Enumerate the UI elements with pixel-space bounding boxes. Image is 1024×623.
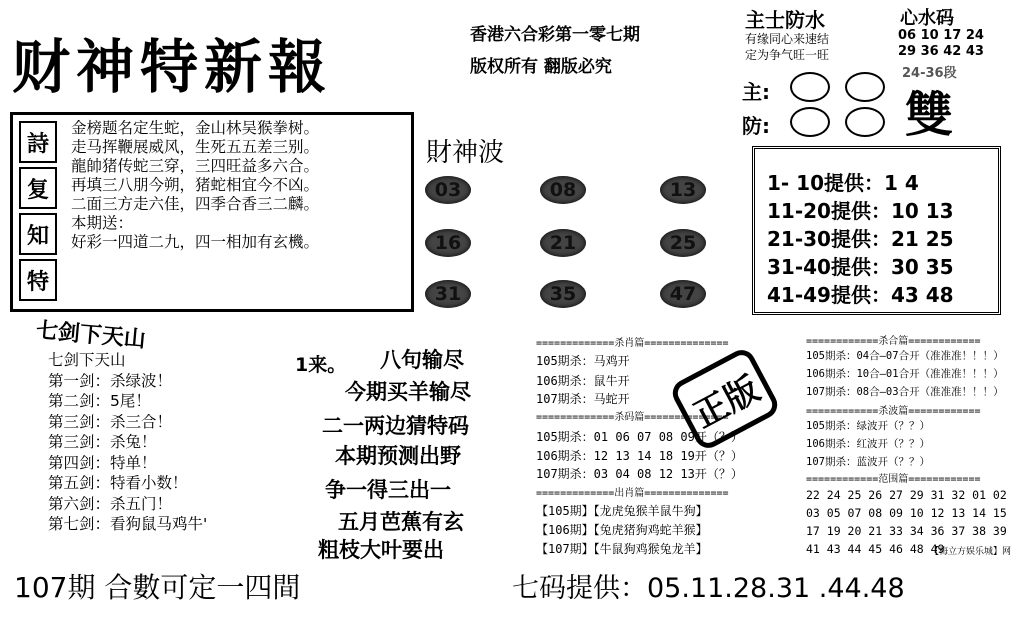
poem-side-char: 复 [19, 167, 57, 209]
wave-kill-row: 105期杀：绿波开（？？） [806, 420, 930, 432]
wave-ball: 25 [660, 229, 706, 257]
wave-ball: 47 [660, 280, 706, 308]
range-head: ============范围篇============ [806, 474, 981, 485]
poem-line: 再填三八朋今朔，猪蛇相宜今不凶。 [71, 176, 320, 194]
out-row: 【107期】【牛鼠狗鸡猴兔龙羊】 [536, 542, 708, 556]
lai-text: 1来。 [295, 354, 347, 376]
credit: 【梅立方娱乐城】网 [930, 547, 1012, 557]
kill-code-row: 105期杀：01 06 07 08 09开（？） [536, 430, 743, 444]
segment-label: 24-36段 [902, 66, 957, 81]
kill-row: 106期杀：鼠牛开 [536, 374, 630, 388]
out-row: 【105期】【龙虎兔猴羊鼠牛狗】 [536, 504, 708, 518]
issue-header: 香港六合彩第一零七期 [470, 25, 640, 45]
slogan-2: 定为争气旺一旺 [745, 48, 830, 62]
poem-lines [71, 119, 319, 252]
code-label: 心水码 [900, 8, 954, 29]
poem-line: 二面三方走六佳，四季合香三二麟。 [71, 195, 320, 213]
poem-line: 金榜题名定生蛇，金山林吴猴拳树。 [71, 119, 320, 137]
eight-line: 本期预测出野 [335, 444, 461, 468]
poem-side-char: 詩 [19, 121, 57, 163]
kill-row: 107期杀：马蛇开 [536, 392, 630, 406]
wave-ball: 31 [425, 280, 471, 308]
wave-kill-head: ============杀波篇============ [806, 406, 981, 417]
sword-line: 七剑下天山 [48, 351, 126, 369]
kill-code-row: 106期杀：12 13 14 18 19开（？） [536, 449, 743, 463]
out-row: 【106期】【兔虎猪狗鸡蛇羊猴】 [536, 523, 708, 537]
wave-kill-row: 107期杀：蓝波开（？？） [806, 456, 930, 468]
defend-label: 防: [742, 114, 770, 138]
kill-code-head: =============杀码篇============== [536, 412, 729, 423]
eight-line: 二一两边猜特码 [322, 414, 469, 438]
provide-row: 21-30提供：21 25 [767, 227, 954, 251]
ox-icon [790, 72, 830, 102]
eight-line: 今期买羊输尽 [345, 380, 471, 404]
sword-banner: 七剑下天山 [34, 318, 147, 353]
wave-ball: 35 [540, 280, 586, 308]
range-row: 03 05 07 08 09 10 12 13 14 15 [806, 506, 1007, 520]
sword-list [48, 350, 207, 535]
horse-icon [845, 107, 885, 137]
copyright-notice: 版权所有 翻版必究 [470, 57, 612, 77]
slogan-1: 有缘同心来速结 [745, 32, 830, 46]
genuine-stamp: 正版 [668, 345, 782, 453]
eight-line: 粗枝大叶要出 [318, 538, 444, 562]
wave-ball: 08 [540, 176, 586, 204]
double-char: 雙 [905, 87, 954, 143]
range-row: 22 24 25 26 27 29 31 32 01 02 [806, 488, 1007, 502]
sword-line: 第一剑：杀绿波！ [48, 371, 173, 390]
provide-row: 1- 10提供：1 4 [767, 171, 919, 195]
kill-code-row: 107期杀：03 04 08 12 13开（？） [536, 467, 743, 481]
combo-row: 106期杀：10合—01合开（准准准！！！） [806, 368, 1004, 380]
provide-row: 41-49提供：43 48 [767, 283, 954, 307]
poem-line: 龍帥猪传蛇三穿，三四旺益多六合。 [71, 157, 320, 175]
sword-line: 第四剑：特单！ [48, 453, 157, 472]
codes-row-1: 06 10 17 24 [898, 28, 984, 43]
poem-side-char: 特 [19, 259, 57, 301]
wave-ball: 16 [425, 229, 471, 257]
wave-kill-row: 106期杀：红波开（？？） [806, 438, 930, 450]
rooster-icon [790, 107, 830, 137]
newspaper-title: 财神特新報 [12, 33, 333, 101]
sword-line: 第七剑：看狗鼠马鸡牛' [48, 515, 208, 533]
codes-row-2: 29 36 42 43 [898, 44, 984, 59]
defense-heading: 主士防水 [745, 8, 825, 32]
eight-line: 八句输尽 [380, 348, 464, 372]
kill-row: 105期杀：马鸡开 [536, 354, 630, 368]
bottom-left: 107期 合數可定一四間 [14, 571, 301, 604]
range-row: 41 43 44 45 46 48 49 [806, 542, 945, 556]
poem-side-char: 知 [19, 213, 57, 255]
poem-line: 好彩一四道二九，四一相加有玄機。 [71, 233, 320, 251]
poem-line: 走马挥鞭展威风，生死五五差三别。 [71, 138, 320, 156]
wave-ball: 13 [660, 176, 706, 204]
main-label: 主: [742, 80, 770, 104]
sword-line: 第六剑：杀五门！ [48, 494, 173, 513]
kill-head: =============杀肖篇============== [536, 338, 729, 349]
combo-head: ============杀合篇============ [806, 336, 981, 347]
provide-row: 11-20提供：10 13 [767, 199, 954, 223]
snake-icon [845, 72, 885, 102]
sword-line: 第五剑：特看小数！ [48, 474, 188, 492]
eight-line: 争一得三出一 [325, 478, 451, 502]
out-head: =============出肖篇============== [536, 488, 729, 499]
bottom-right: 七码提供：05.11.28.31 .44.48 [512, 573, 905, 604]
sword-line: 第三剑：杀兔！ [48, 433, 157, 451]
eight-line: 五月芭蕉有玄 [338, 510, 464, 534]
combo-row: 105期杀：04合—07合开（准准准！！！） [806, 350, 1004, 362]
wave-title: 財神波 [426, 138, 505, 168]
combo-row: 107期杀：08合—03合开（准准准！！！） [806, 386, 1004, 398]
poem-line: 本期送： [71, 214, 134, 232]
provide-box [752, 146, 1001, 315]
sword-line: 第三剑：杀三合！ [48, 412, 173, 431]
wave-ball: 03 [425, 176, 471, 204]
range-row: 17 19 20 21 33 34 36 37 38 39 [806, 524, 1007, 538]
wave-ball: 21 [540, 229, 586, 257]
provide-row: 31-40提供：30 35 [767, 255, 954, 279]
sword-line: 第二剑：5尾！ [48, 392, 151, 410]
poem-box [10, 112, 414, 312]
